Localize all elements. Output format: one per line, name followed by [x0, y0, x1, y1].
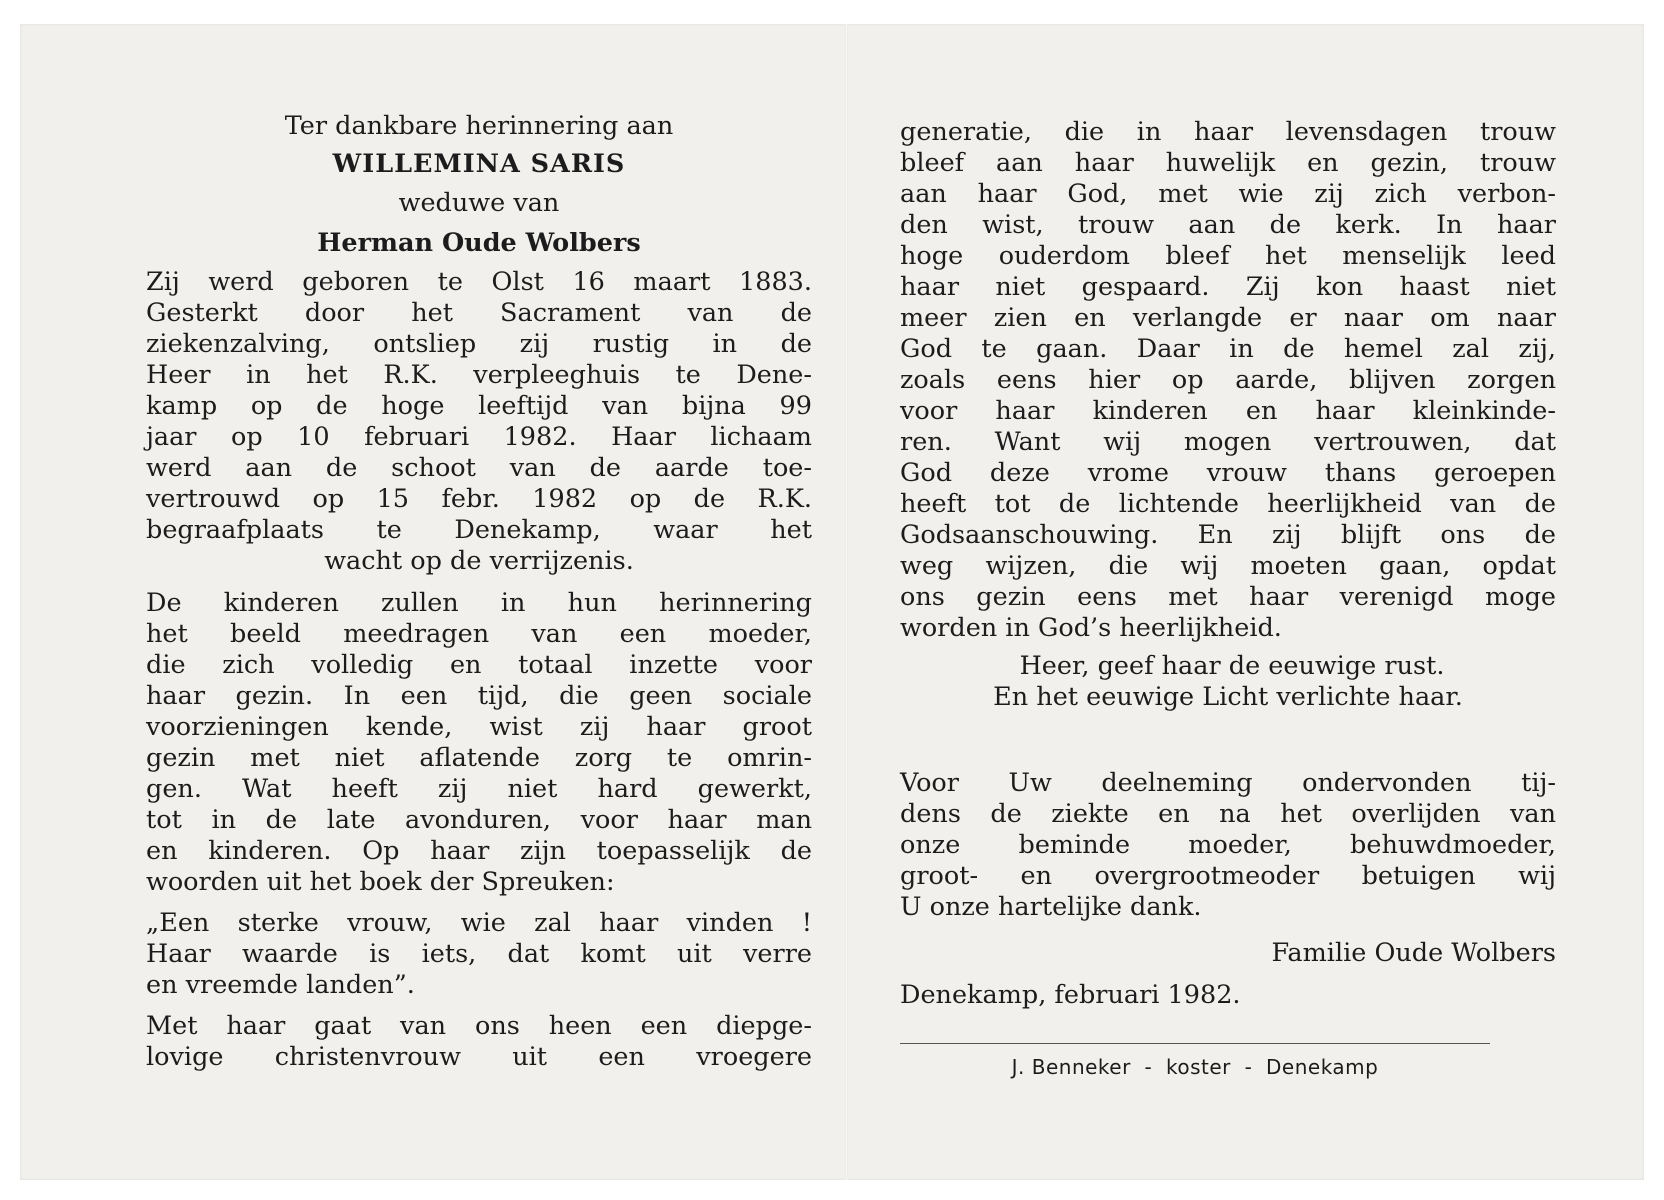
left-text-line: werd aan de schoot van de aarde toe- — [146, 453, 812, 483]
right-text-line: ons gezin eens met haar verenigd moge — [900, 582, 1556, 612]
right-text-line: weg wijzen, die wij moeten gaan, opdat — [900, 551, 1556, 581]
thanks-line: U onze hartelijke dank. — [900, 892, 1202, 922]
left-text-line: Heer in het R.K. verpleeghuis te Dene- — [146, 360, 812, 390]
right-text-line: den wist, trouw aan de kerk. In haar — [900, 210, 1556, 240]
right-text-line: God deze vrome vrouw thans geroepen — [900, 458, 1556, 488]
left-text-line: haar gezin. In een tijd, die geen sociale — [146, 681, 812, 711]
right-text-line: bleef aan haar huwelijk en gezin, trouw — [900, 148, 1556, 178]
memorial-card — [20, 24, 1644, 1180]
spouse-name: Herman Oude Wolbers — [317, 228, 641, 258]
right-text-line: Godsaanschouwing. En zij blijft ons de — [900, 520, 1556, 550]
left-text-line: Gesterkt door het Sacrament van de — [146, 298, 812, 328]
left-text-line: wacht op de verrijzenis. — [324, 546, 634, 576]
left-text-line: lovige christenvrouw uit een vroegere — [146, 1042, 812, 1072]
prayer-line: Heer, geef haar de eeuwige rust. — [1019, 651, 1445, 681]
left-text-line: tot in de late avonduren, voor haar man — [146, 805, 812, 835]
quote-line: „Een sterke vrouw, wie zal haar vinden ! — [146, 908, 812, 938]
right-text-line: hoge ouderdom bleef het menselijk leed — [900, 241, 1556, 271]
left-text-line: jaar op 10 februari 1982. Haar lichaam — [146, 422, 812, 452]
right-text-line: zoals eens hier op aarde, blijven zorgen — [900, 365, 1556, 395]
right-text-line: generatie, die in haar levensdagen trouw — [900, 117, 1556, 147]
right-text-line: haar niet gespaard. Zij kon haast niet — [900, 272, 1556, 302]
divider-rule — [900, 1043, 1490, 1044]
left-text-line: woorden uit het boek der Spreuken: — [146, 867, 615, 897]
left-text-line: Zij werd geboren te Olst 16 maart 1883. — [146, 267, 812, 297]
left-text-line: het beeld meedragen van een moeder, — [146, 619, 812, 649]
left-text-line: en kinderen. Op haar zijn toepasselijk de — [146, 836, 812, 866]
left-text-line: ziekenzalving, ontsliep zij rustig in de — [146, 329, 812, 359]
quote-line: en vreemde landen”. — [146, 970, 415, 1000]
deceased-name: WILLEMINA SARIS — [332, 149, 626, 179]
left-text-line: gen. Wat heeft zij niet hard gewerkt, — [146, 774, 812, 804]
left-text-line: kamp op de hoge leeftijd van bijna 99 — [146, 391, 812, 421]
thanks-line: Voor Uw deelneming ondervonden tij- — [900, 768, 1556, 798]
left-text-line: Met haar gaat van ons heen een diepge- — [146, 1011, 812, 1041]
relation-line: weduwe van — [398, 188, 560, 218]
family-signature: Familie Oude Wolbers — [1271, 938, 1556, 968]
right-text-line: God te gaan. Daar in de hemel zal zij, — [900, 334, 1556, 364]
thanks-line: dens de ziekte en na het overlijden van — [900, 799, 1556, 829]
prayer-line: En het eeuwige Licht verlichte haar. — [993, 682, 1463, 712]
left-text-line: begraafplaats te Denekamp, waar het — [146, 515, 812, 545]
thanks-line: groot- en overgrootmeoder betuigen wij — [900, 861, 1556, 891]
right-text-line: worden in God’s heerlijkheid. — [900, 613, 1282, 643]
left-text-line: De kinderen zullen in hun herinnering — [146, 588, 812, 618]
right-text-line: aan haar God, met wie zij zich verbon- — [900, 179, 1556, 209]
thanks-line: onze beminde moeder, behuwdmoeder, — [900, 830, 1556, 860]
left-text-line: voorzieningen kende, wist zij haar groot — [146, 712, 812, 742]
place-date: Denekamp, februari 1982. — [900, 980, 1241, 1010]
right-text-line: ren. Want wij mogen vertrouwen, dat — [900, 427, 1556, 457]
quote-line: Haar waarde is iets, dat komt uit verre — [146, 939, 812, 969]
card-fold — [845, 24, 848, 1180]
left-text-line: vertrouwd op 15 febr. 1982 op de R.K. — [146, 484, 812, 514]
printer-credit: J. Benneker - koster - Denekamp — [1011, 1055, 1379, 1079]
left-text-line: gezin met niet aflatende zorg te omrin- — [146, 743, 812, 773]
right-text-line: meer zien en verlangde er naar om naar — [900, 303, 1556, 333]
right-text-line: heeft tot de lichtende heerlijkheid van de — [900, 489, 1556, 519]
intro-line: Ter dankbare herinnering aan — [284, 111, 674, 141]
right-text-line: voor haar kinderen en haar kleinkinde- — [900, 396, 1556, 426]
left-text-line: die zich volledig en totaal inzette voor — [146, 650, 812, 680]
